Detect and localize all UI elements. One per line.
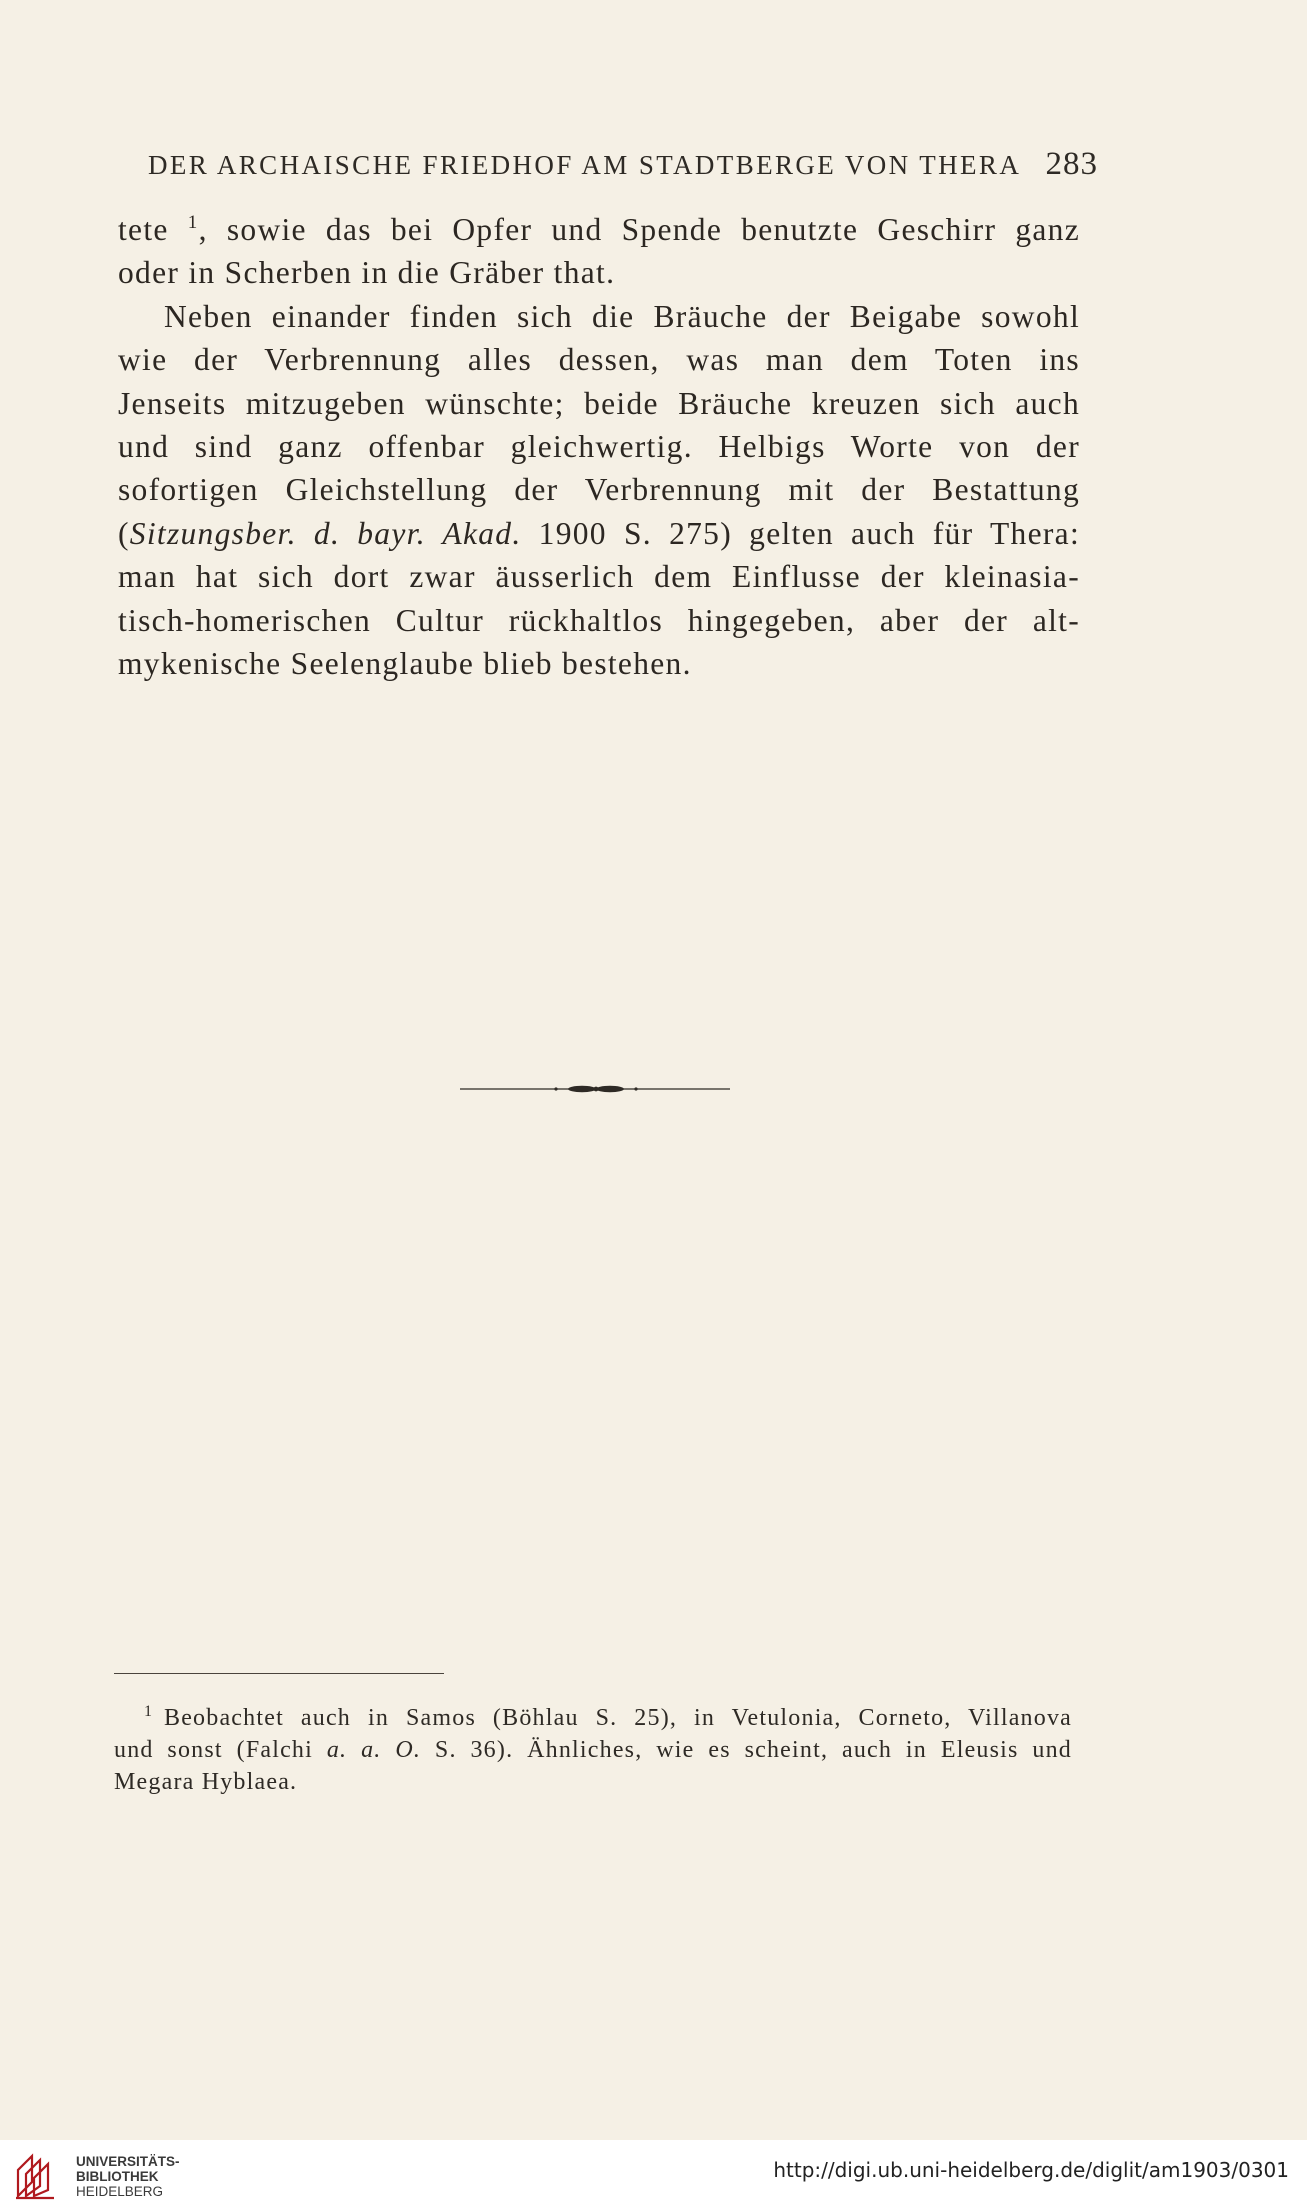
library-name-line-3: HEIDELBERG <box>76 2184 164 2199</box>
library-logo-icon[interactable] <box>14 2152 66 2200</box>
text-run: tete <box>118 212 169 247</box>
body-text <box>118 208 1080 685</box>
footnote-rule <box>114 1673 444 1674</box>
text-run: Beobachtet auch in Samos (Böhlau S. 25), in Vetulonia, Corneto, Villanova <box>164 1705 1072 1731</box>
text-run: , sowie das bei Opfer und Spende benutzte Geschirr ganz <box>198 212 1080 247</box>
footnote-reference[interactable]: 1 <box>187 212 199 233</box>
footnote-line-3: Megara Hyblaea. <box>114 1769 298 1795</box>
footnote-mark: 1 <box>144 1703 154 1720</box>
library-name <box>76 2154 180 2199</box>
text-run: 1900 S. 275) gelten auch für Thera: <box>521 515 1080 551</box>
footnote-line-2 <box>114 1734 1072 1766</box>
paragraph-2-line-2: wie der Verbrennung alles dessen, was man dem Toten ins <box>118 342 1080 378</box>
paragraph-2-line-5: sofortigen Gleichstellung der Verbrennung mit der Bestattung <box>118 472 1080 508</box>
library-name-line-1: UNIVERSITÄTS- <box>76 2154 180 2169</box>
paragraph-2-line-1: Neben einander finden sich die Bräuche der Beigabe sowohl <box>164 298 1080 334</box>
footnotes <box>114 1702 1072 1798</box>
footnote-line-1 <box>114 1702 1072 1734</box>
paragraph-2-line-7: man hat sich dort zwar äusserlich dem Einflusse der kleinasia- <box>118 559 1080 595</box>
paragraph-2-line-3: Jenseits mitzugeben wünschte; beide Bräuche kreuzen sich auch <box>118 385 1080 421</box>
library-name-line-2: BIBLIOTHEK <box>76 2169 159 2184</box>
citation-italic: a. a. O. <box>326 1737 422 1763</box>
source-url-link[interactable]: http://digi.ub.uni-heidelberg.de/diglit/am1903/0301 <box>773 2158 1289 2182</box>
paragraph-1-line-1 <box>118 208 1080 251</box>
paragraph-1-line-2: oder in Scherben in die Gräber that. <box>118 255 616 291</box>
paragraph-2-line-6 <box>118 512 1080 555</box>
running-title: DER ARCHAISCHE FRIEDHOF AM STADTBERGE VON THERA <box>148 150 1022 180</box>
text-run: ( <box>118 515 130 551</box>
paragraph-2-line-4: und sind ganz offenbar gleichwertig. Helbigs Worte von der <box>118 428 1080 464</box>
section-ornament <box>460 1082 730 1096</box>
paragraph-2-line-9: mykenische Seelenglaube blieb bestehen. <box>118 645 692 681</box>
footer-bar <box>0 2140 1307 2204</box>
text-run: und sonst (Falchi <box>114 1737 327 1763</box>
text-run: S. 36). Ähnliches, wie es scheint, auch in Eleusis und <box>421 1737 1073 1763</box>
page-number: 283 <box>1045 146 1098 182</box>
citation-italic: Sitzungsber. d. bayr. Akad. <box>129 515 522 551</box>
paragraph-2-line-8: tisch-homerischen Cultur rückhaltlos hingegeben, aber der alt- <box>118 602 1080 638</box>
